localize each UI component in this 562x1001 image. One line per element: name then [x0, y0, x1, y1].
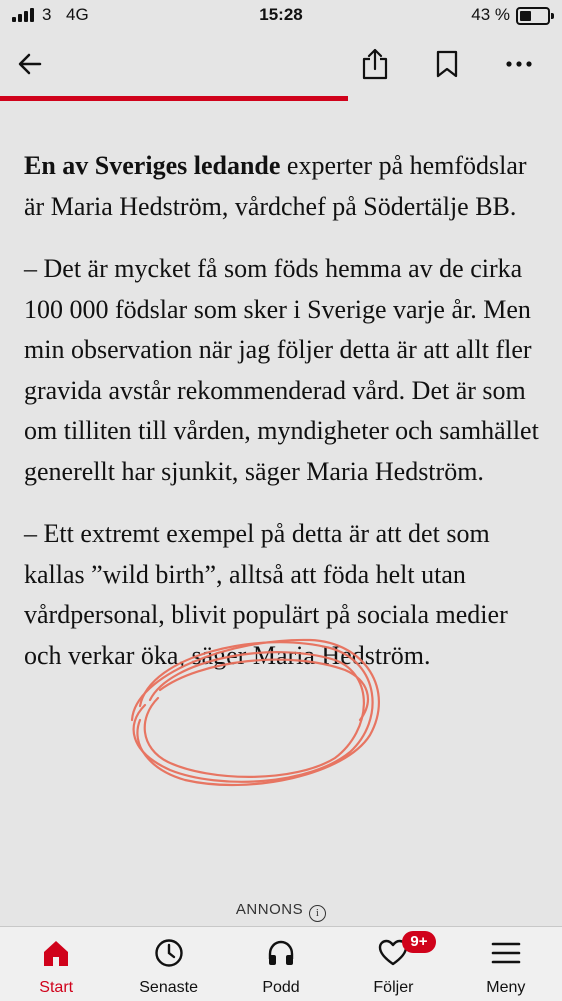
battery-percentage: 43 %	[471, 5, 510, 24]
reading-progress-bar	[0, 96, 562, 101]
bottom-tab-bar	[0, 926, 562, 1001]
lead-rest-text: experter på hemfödslar är Maria Hedström, vårdchef på Södertälje BB.	[24, 151, 527, 221]
article-paragraph-2: – Det är mycket få som föds hemma av de cirka 100 000 födslar som sker i Sverige varje år. Men min observation när jag följer detta är att allt fler gravida avstår rekommenderad vård. Det är som om tilliten till vården, myndigheter och samhället generellt har sjunkit, säger Maria Hedström.	[24, 254, 539, 486]
home-icon	[40, 937, 72, 969]
tab-meny[interactable]	[450, 927, 562, 1001]
bookmark-button[interactable]	[425, 42, 469, 86]
info-icon[interactable]: i	[309, 905, 326, 922]
status-time: 15:28	[259, 5, 303, 24]
battery-icon	[516, 7, 550, 25]
more-options-button[interactable]	[497, 42, 541, 86]
tab-label: Start	[39, 979, 74, 996]
more-dots-icon	[506, 60, 532, 68]
notification-badge: 9+	[402, 931, 435, 953]
ad-label-text: ANNONS	[235, 901, 304, 918]
arrow-left-icon	[16, 50, 44, 78]
reading-progress-fill	[0, 96, 348, 101]
ad-label	[0, 901, 562, 922]
status-bar	[0, 0, 562, 34]
hamburger-icon	[490, 937, 522, 969]
tab-foljer[interactable]	[337, 927, 449, 1001]
headphones-icon	[265, 937, 297, 969]
clock-icon	[153, 937, 185, 969]
tab-label: Senaste	[139, 979, 198, 996]
tab-label: Podd	[262, 979, 300, 996]
tab-senaste[interactable]	[112, 927, 224, 1001]
network-type: 4G	[66, 5, 89, 24]
lead-bold-text: En av Sveriges ledande	[24, 151, 281, 180]
back-button[interactable]	[8, 42, 52, 86]
bookmark-icon	[435, 50, 459, 78]
top-navigation-bar	[0, 34, 562, 94]
tab-label: Följer	[373, 979, 414, 996]
article-body	[24, 146, 544, 698]
tab-label: Meny	[486, 979, 526, 996]
share-icon	[361, 48, 389, 80]
carrier-label: 3	[42, 5, 52, 24]
share-button[interactable]	[353, 42, 397, 86]
tab-start[interactable]	[0, 927, 112, 1001]
article-paragraph-3: – Ett extremt exempel på detta är att det som kallas ”wild birth”, alltså att föda helt utan vårdpersonal, blivit populärt på sociala medier och verkar öka, säger Maria Hedström.	[24, 519, 508, 670]
tab-podd[interactable]	[225, 927, 337, 1001]
article-lead-paragraph	[24, 146, 544, 227]
